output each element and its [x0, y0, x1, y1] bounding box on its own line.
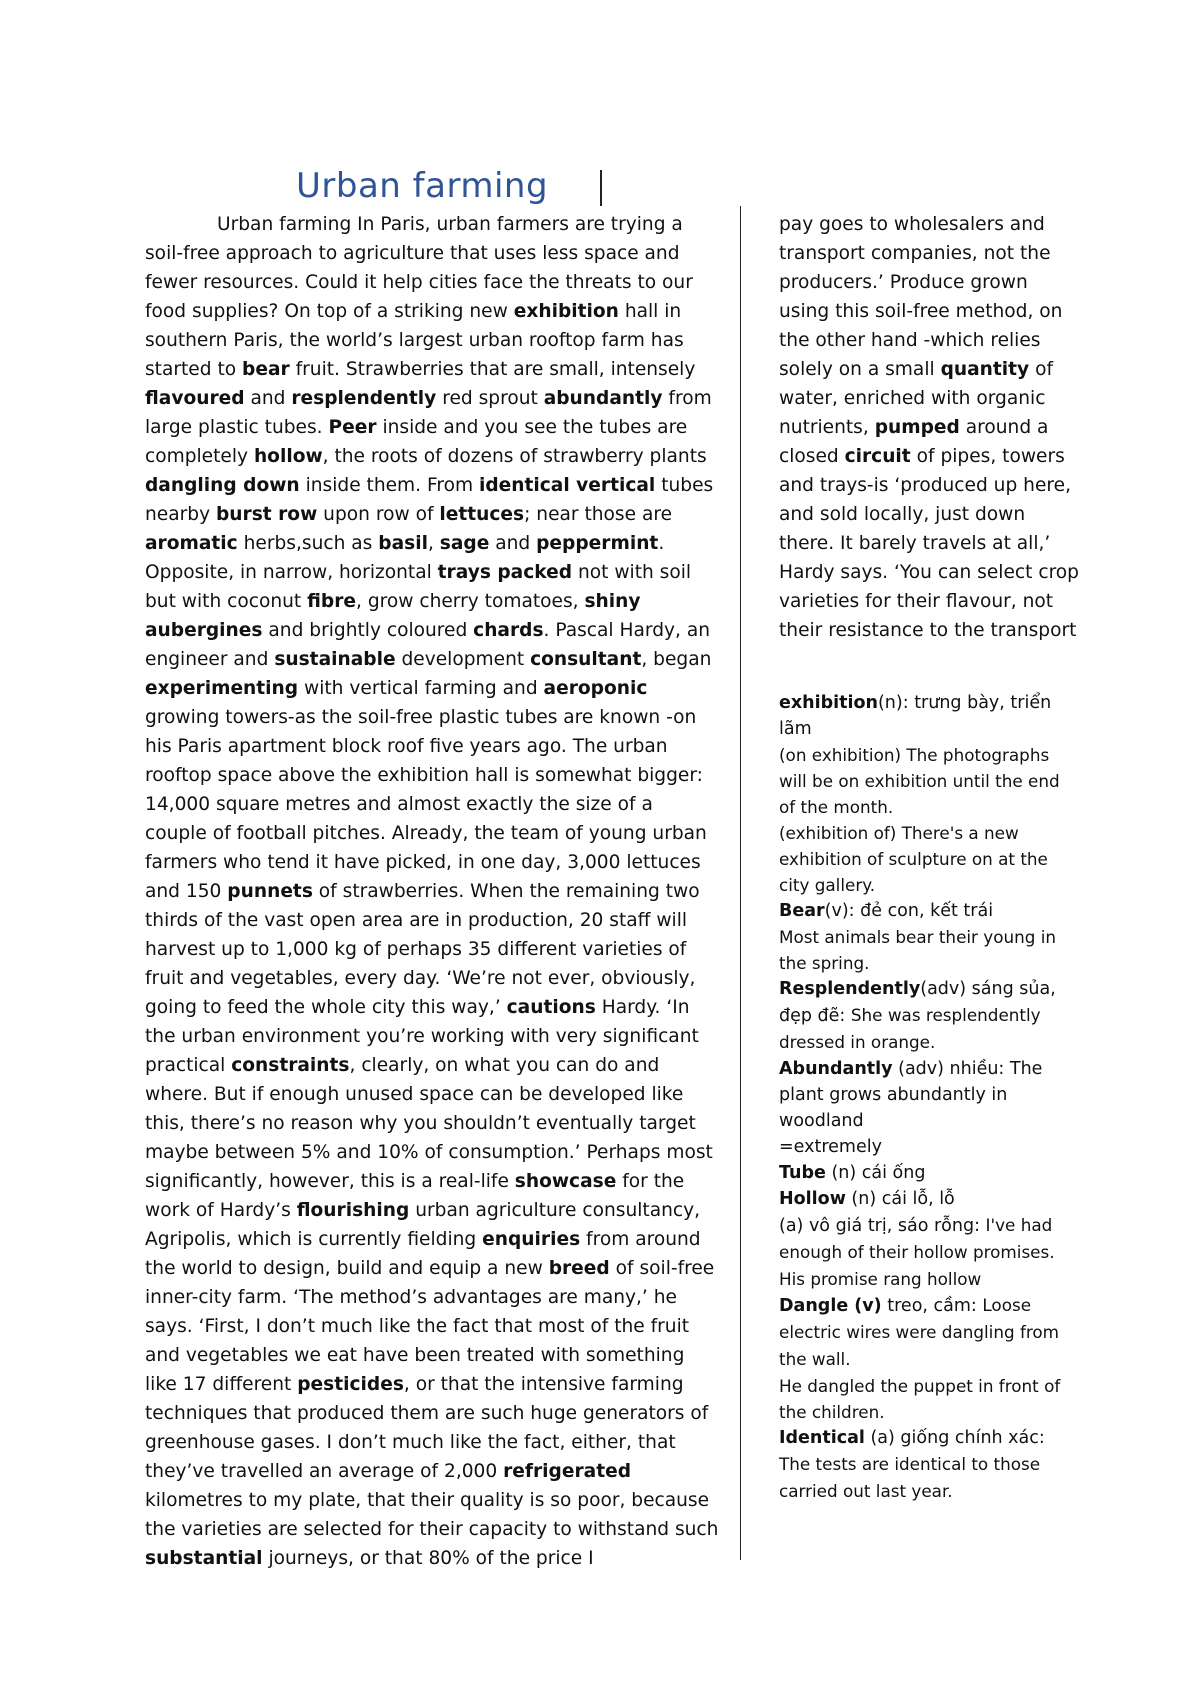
main-keyword: punnets: [227, 881, 313, 902]
main-text: , or that the intensive farming techniques that produced them are such huge generators of greenhouse gases. I don’t much like the fact, either, that they’ve travelled an average of 2,000: [145, 1374, 709, 1482]
article-paragraph: [145, 210, 720, 1573]
main-text: growing towers-as the soil-free plastic tubes are known -on his Paris apartment block roof five years ago. The urban rooftop space above the exhibition hall is somewhat bigger: 14,000 square metres and almost exactly the size of a couple of football pitches. Already, the team of young urban farmers who tend it have picked, in one day, 3,000 lettuces and 150: [145, 707, 707, 902]
vocab-entry: [779, 1186, 1079, 1212]
right-text: of pipes, towers and trays-is ‘produced up here, and sold locally, just down there. It barely travels at all,’ Hardy says. ‘You can select crop varieties for their flavour, not their resistance to the transport: [779, 446, 1079, 641]
vocab-definition: She was resplendently dressed in orange.: [779, 1005, 1041, 1052]
main-text: of soil-free inner-city farm. ‘The method’s advantages are many,’ he says. ‘First, I don’t much like the fact that most of the fruit and vegetables we eat have been treated with something like 17 different: [145, 1258, 715, 1395]
main-keyword: abundantly: [543, 388, 663, 409]
vocabulary-list: [779, 690, 1079, 1505]
main-keyword: sage: [439, 533, 490, 554]
main-keyword: substantial: [145, 1548, 263, 1569]
vocab-entry: [779, 690, 1079, 742]
vocab-definition: I've had enough of their hollow promises.: [779, 1215, 1055, 1262]
main-keyword: dangling down: [145, 475, 300, 496]
main-keyword: sustainable: [274, 649, 396, 670]
right-keyword: circuit: [844, 446, 911, 467]
vocab-entry: [779, 1134, 1079, 1160]
main-keyword: experimenting: [145, 678, 299, 699]
main-keyword: Peer: [328, 417, 377, 438]
vocab-definition: His promise rang hollow: [779, 1269, 982, 1289]
vocab-definition: Most animals bear their young in the spring.: [779, 927, 1057, 973]
vocab-entry: [779, 820, 1079, 898]
main-keyword: resplendently: [291, 388, 437, 409]
main-keyword: burst row: [215, 504, 318, 525]
article-paragraph-continued: [779, 210, 1079, 645]
vocab-entry: [779, 1160, 1079, 1186]
vocab-definition: (n): trưng bày, triển lãm: [779, 693, 1052, 739]
text-cursor: [600, 170, 602, 206]
vocab-definition: =extremely: [779, 1137, 882, 1157]
main-keyword: refrigerated: [503, 1461, 631, 1482]
column-divider: [740, 206, 741, 1560]
main-text: not with soil but with coconut: [145, 562, 692, 612]
main-text: herbs,such as: [237, 533, 379, 554]
vocab-entry: [779, 1373, 1079, 1425]
main-text: from large plastic tubes.: [145, 388, 712, 438]
main-keyword: enquiries: [482, 1229, 581, 1250]
vocab-entry: [779, 898, 1079, 924]
right-keyword: pumped: [874, 417, 960, 438]
main-keyword: bear: [242, 359, 290, 380]
main-keyword: identical vertical: [478, 475, 656, 496]
vocab-definition: (a) vô giá trị, sáo rỗng:: [779, 1216, 986, 1236]
main-text: upon row of: [317, 504, 440, 525]
main-text: of strawberries. When the remaining two thirds of the vast open area are in production, 20 staff will harvest up to 1,000 kg of perhaps 35 different varieties of fruit and vegetables, every day. ‘We’re not ever, obviously, going to feed the whole city this way,’: [145, 881, 700, 1018]
vocab-word: Hollow: [779, 1189, 846, 1209]
main-text: . Pascal Hardy, an engineer and: [145, 620, 711, 670]
vocab-definition: (exhibition of) There's a new exhibition of sculpture on at the city gallery.: [779, 823, 1048, 895]
main-keyword: breed: [548, 1258, 610, 1279]
main-keyword: trays packed: [437, 562, 573, 583]
vocab-definition: Loose electric wires were dangling from the wall.: [779, 1295, 1060, 1369]
vocab-entry: [779, 1292, 1079, 1373]
vocab-definition: (a) giống chính xác:: [864, 1428, 1045, 1448]
main-text: inside them. From: [299, 475, 479, 496]
main-text: inside and you see the tubes are completely: [145, 417, 688, 467]
main-keyword: peppermint: [536, 533, 659, 554]
vocab-word: Bear: [779, 901, 825, 921]
main-text: urban agriculture consultancy, Agripolis, which is currently fielding: [145, 1200, 701, 1250]
main-text: for the work of Hardy’s: [145, 1171, 685, 1221]
main-text: , clearly, on what you can do and where. But if enough unused space can be developed like this, there’s no reason why you shouldn’t eventually target maybe between 5% and 10% of consumption.’ Perhaps most significantly, however, this is a real-life: [145, 1055, 713, 1192]
vocab-entry: [779, 742, 1079, 820]
main-keyword: hollow: [253, 446, 323, 467]
vocab-word: exhibition: [779, 693, 878, 713]
vocab-entry: [779, 924, 1079, 976]
vocab-word: Abundantly: [779, 1059, 893, 1079]
vocab-entry: [779, 1212, 1079, 1266]
main-text: with vertical farming and: [298, 678, 544, 699]
main-text: , began: [641, 649, 712, 670]
right-text: around a closed: [779, 417, 1049, 467]
main-text: and brightly coloured: [262, 620, 474, 641]
main-keyword: showcase: [514, 1171, 617, 1192]
main-keyword: lettuces: [439, 504, 525, 525]
main-keyword: shiny aubergines: [145, 591, 641, 641]
vocab-definition: He dangled the puppet in front of the children.: [779, 1376, 1061, 1422]
vocab-entry: [779, 976, 1079, 1056]
article-main-column: [145, 210, 720, 1573]
vocab-word: Identical: [779, 1428, 865, 1448]
main-text: ; near those are: [524, 504, 673, 525]
main-keyword: cautions: [506, 997, 596, 1018]
main-keyword: consultant: [530, 649, 642, 670]
main-text: tubes nearby: [145, 475, 714, 525]
main-text: red sprout: [436, 388, 544, 409]
main-keyword: flavoured: [145, 388, 245, 409]
vocab-entry: [779, 1056, 1079, 1134]
vocab-definition: (adv) sáng sủa, đẹp đẽ:: [779, 979, 1056, 1026]
right-keyword: quantity: [940, 359, 1030, 380]
main-text: Urban farming In Paris, urban farmers are trying a soil-free approach to agriculture that uses less space and fewer resources. Could it help cities face the threats to our food supplies? On top of a striking new: [145, 214, 693, 322]
main-keyword: flourishing: [296, 1200, 410, 1221]
main-keyword: chards: [473, 620, 544, 641]
main-keyword: pesticides: [297, 1374, 404, 1395]
vocab-word: Resplendently: [779, 979, 921, 999]
vocab-definition: The tests are identical to those carried out last year.: [779, 1454, 1041, 1501]
main-text: fruit. Strawberries that are small, intensely: [289, 359, 696, 380]
main-text: development: [395, 649, 531, 670]
vocab-definition: (n) cái lỗ, lỗ: [845, 1189, 955, 1209]
vocab-definition: (n) cái ống: [825, 1163, 926, 1183]
vocab-entry: [779, 1425, 1079, 1505]
page-title: Urban farming: [296, 166, 549, 206]
main-keyword: exhibition: [513, 301, 619, 322]
vocab-definition: treo, cầm:: [881, 1296, 983, 1316]
main-text: . Opposite, in narrow, horizontal: [145, 533, 665, 583]
right-text: of water, enriched with organic nutrients,: [779, 359, 1054, 438]
main-text: from around the world to design, build and equip a new: [145, 1229, 701, 1279]
vocab-entry: [779, 1266, 1079, 1292]
main-text: , grow cherry tomatoes,: [356, 591, 585, 612]
main-text: and: [489, 533, 537, 554]
vocab-word: Tube: [779, 1163, 826, 1183]
main-keyword: aromatic: [145, 533, 238, 554]
main-text: and: [244, 388, 292, 409]
main-keyword: constraints: [231, 1055, 350, 1076]
vocab-definition: (v): đẻ con, kết trái: [824, 901, 994, 921]
article-continued-column: [779, 210, 1079, 645]
main-text: journeys, or that 80% of the price I: [262, 1548, 594, 1569]
vocab-word: Dangle (v): [779, 1296, 882, 1316]
main-text: ,: [427, 533, 440, 554]
main-text: , the roots of dozens of strawberry plants: [322, 446, 707, 467]
main-text: Hardy. ‘In the urban environment you’re working with very significant practical: [145, 997, 699, 1076]
main-keyword: basil: [378, 533, 428, 554]
main-text: kilometres to my plate, that their quality is so poor, because the varieties are selected for their capacity to withstand such: [145, 1490, 719, 1540]
main-keyword: aeroponic: [543, 678, 648, 699]
main-keyword: fibre: [307, 591, 356, 612]
main-text: hall in southern Paris, the world’s largest urban rooftop farm has started to: [145, 301, 684, 380]
vocab-definition: (on exhibition) The photographs will be on exhibition until the end of the month.: [779, 745, 1060, 817]
vocab-definition: (adv) nhiều: The plant grows abundantly in woodland: [779, 1059, 1043, 1131]
right-text: pay goes to wholesalers and transport companies, not the producers.’ Produce grown using this soil-free method, on the other hand -which relies solely on a small: [779, 214, 1063, 380]
